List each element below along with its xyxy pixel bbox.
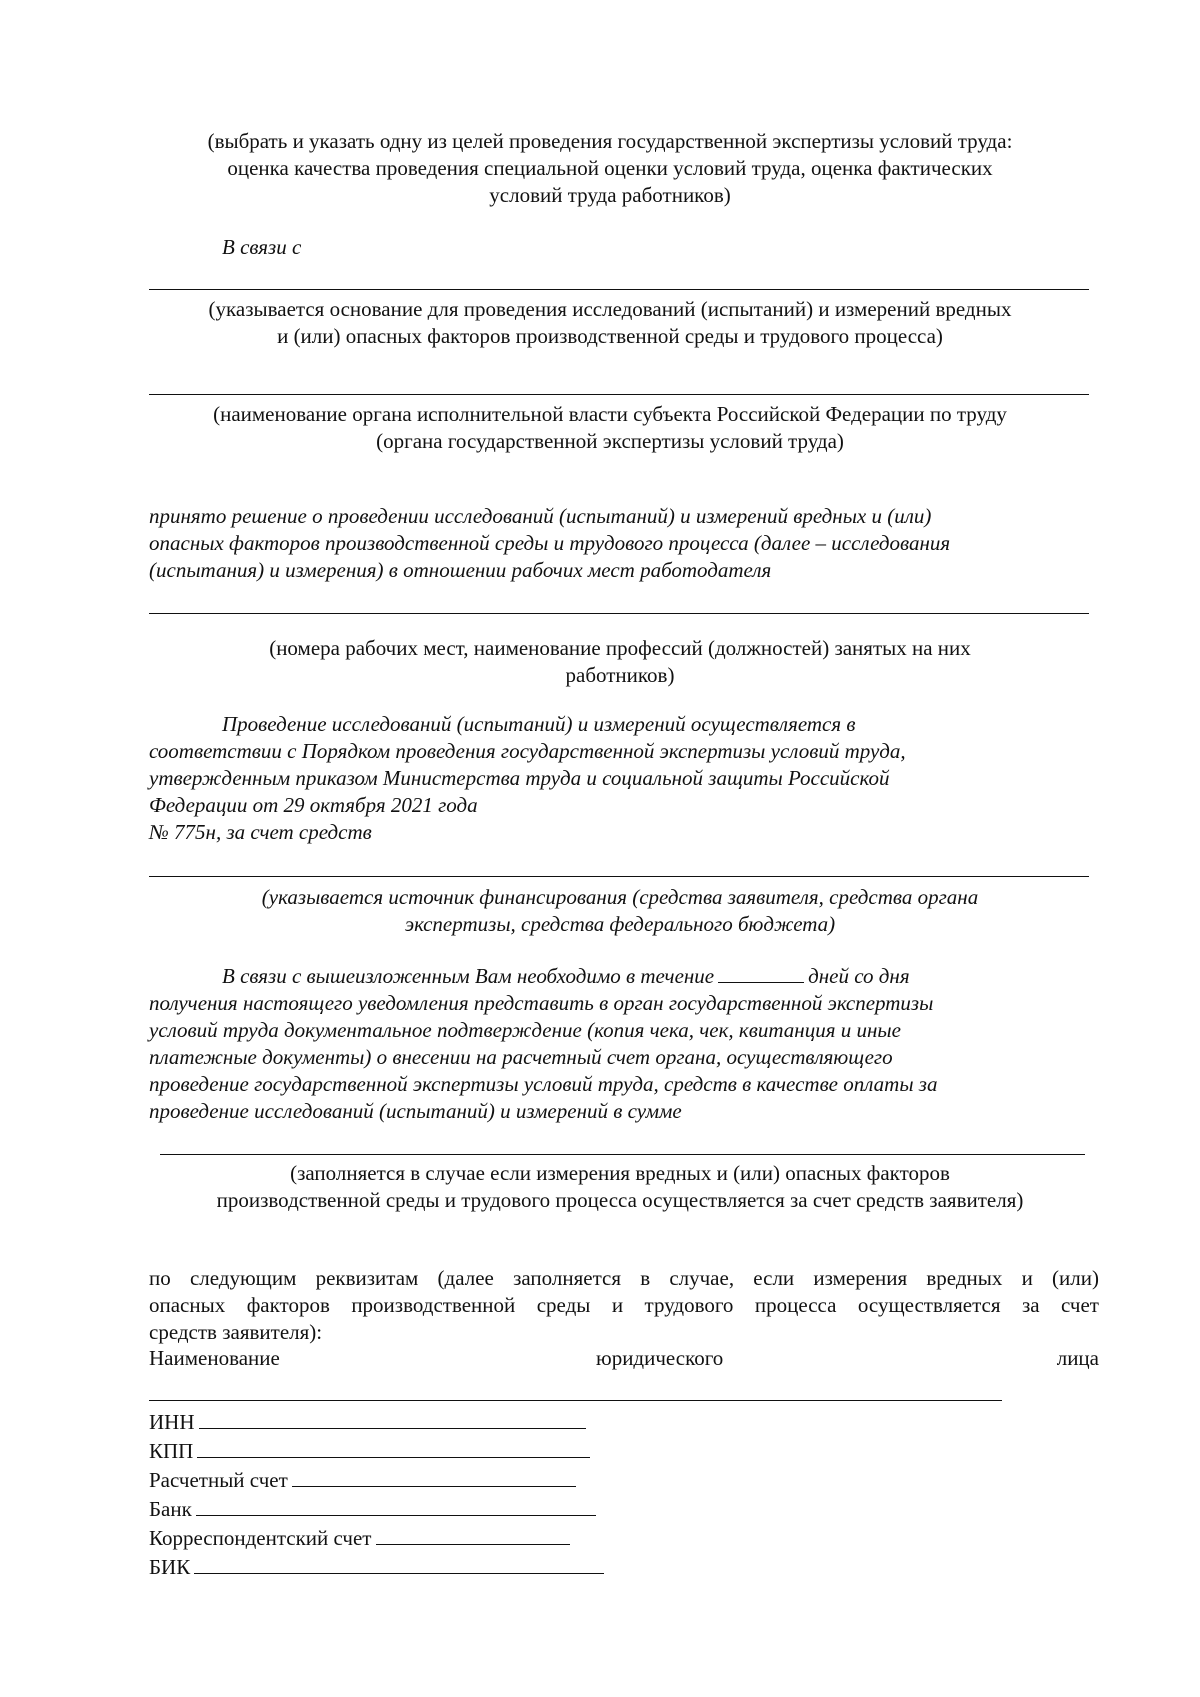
- legal-entity-word: Наименование: [149, 1346, 280, 1370]
- requisite-label: Расчетный счет: [149, 1468, 288, 1492]
- funding-fill-line[interactable]: [149, 876, 1089, 877]
- requisite-label: Банк: [149, 1497, 192, 1521]
- procedure-line: Федерации от 29 октября 2021 года: [149, 793, 478, 817]
- basis-hint-line: (указывается основание для проведения исследований (испытаний) и измерений вредных: [208, 297, 1012, 321]
- requisite-corr-account: [149, 1524, 570, 1551]
- days-fill-blank[interactable]: [718, 964, 804, 983]
- bank-fill-line[interactable]: [196, 1495, 596, 1516]
- requisite-label: Корреспондентский счет: [149, 1526, 372, 1550]
- requisite-bank: [149, 1495, 596, 1522]
- payment-paragraph: [149, 963, 938, 1125]
- payment-line: проведение государственной экспертизы условий труда, средств в качестве оплаты за: [149, 1072, 938, 1096]
- payment-line: условий труда документальное подтверждение (копия чека, чек, квитанция и иные: [149, 1018, 901, 1042]
- workplaces-hint: [150, 635, 1090, 689]
- payment-line: платежные документы) о внесении на расчетный счет органа, осуществляющего: [149, 1045, 893, 1069]
- procedure-paragraph: [149, 711, 906, 846]
- requisites-intro-line: по следующим реквизитам (далее заполняется в случае, если измерения вредных и (или): [149, 1266, 1099, 1290]
- requisite-kpp: [149, 1437, 590, 1464]
- requisites-intro-line: опасных факторов производственной среды и трудового процесса осуществляется за счет: [149, 1293, 1099, 1317]
- workplaces-hint-line: (номера рабочих мест, наименование профессий (должностей) занятых на них: [269, 636, 971, 660]
- account-fill-line[interactable]: [292, 1466, 576, 1487]
- payment-line: получения настоящего уведомления представить в орган государственной экспертизы: [149, 991, 934, 1015]
- amount-hint: [140, 1160, 1100, 1214]
- funding-hint-line: экспертизы, средства федерального бюджета): [404, 912, 836, 936]
- inn-fill-line[interactable]: [199, 1408, 586, 1429]
- basis-fill-line[interactable]: [149, 289, 1089, 290]
- decision-paragraph: [149, 503, 950, 584]
- corr-account-fill-line[interactable]: [376, 1524, 570, 1545]
- amount-hint-line: производственной среды и трудового процесса осуществляется за счет средств заявителя): [216, 1188, 1024, 1212]
- amount-fill-line[interactable]: [160, 1154, 1085, 1155]
- authority-fill-line[interactable]: [149, 394, 1089, 395]
- legal-entity-word: лица: [1056, 1346, 1099, 1370]
- legal-entity-word: юридического: [596, 1346, 724, 1370]
- requisite-label: КПП: [149, 1439, 194, 1463]
- basis-hint-line: и (или) опасных факторов производственной среды и трудового процесса): [277, 324, 943, 348]
- in-connection-label: В связи с: [222, 235, 302, 259]
- authority-hint-line: (органа государственной экспертизы условий труда): [376, 429, 844, 453]
- purpose-hint: [120, 128, 1100, 209]
- purpose-hint-line: (выбрать и указать одну из целей проведения государственной экспертизы условий труда:: [207, 129, 1013, 153]
- payment-line: проведение исследований (испытаний) и измерений в сумме: [149, 1099, 682, 1123]
- workplaces-fill-line[interactable]: [149, 613, 1089, 614]
- funding-hint: [150, 884, 1090, 938]
- bik-fill-line[interactable]: [194, 1553, 604, 1574]
- procedure-line: № 775н, за счет средств: [149, 820, 372, 844]
- decision-line: (испытания) и измерения) в отношении рабочих мест работодателя: [149, 558, 772, 582]
- requisite-bik: [149, 1553, 604, 1580]
- requisite-label: БИК: [149, 1555, 191, 1579]
- workplaces-hint-line: работников): [565, 663, 675, 687]
- requisite-label: ИНН: [149, 1410, 195, 1434]
- requisites-intro-last: средств заявителя):: [149, 1320, 323, 1344]
- authority-hint: [120, 401, 1100, 455]
- legal-entity-fill-line[interactable]: [149, 1400, 1002, 1401]
- procedure-line: утвержденным приказом Министерства труда и социальной защиты Российской: [149, 766, 890, 790]
- funding-hint-line: (указывается источник финансирования (средства заявителя, средства органа: [261, 885, 979, 909]
- purpose-hint-line: условий труда работников): [489, 183, 731, 207]
- purpose-hint-line: оценка качества проведения специальной оценки условий труда, оценка фактических: [227, 156, 993, 180]
- requisite-account: [149, 1466, 576, 1493]
- requisite-inn: [149, 1408, 586, 1435]
- decision-line: принято решение о проведении исследований (испытаний) и измерений вредных и (или): [149, 504, 932, 528]
- decision-line: опасных факторов производственной среды и трудового процесса (далее – исследования: [149, 531, 951, 555]
- procedure-line: Проведение исследований (испытаний) и измерений осуществляется в: [222, 712, 856, 736]
- amount-hint-line: (заполняется в случае если измерения вредных и (или) опасных факторов: [290, 1161, 950, 1185]
- payment-first-end: дней со дня: [808, 964, 910, 988]
- requisites-intro: [149, 1265, 1099, 1346]
- authority-hint-line: (наименование органа исполнительной власти субъекта Российской Федерации по труду: [213, 402, 1007, 426]
- kpp-fill-line[interactable]: [197, 1437, 590, 1458]
- procedure-line: соответствии с Порядком проведения государственной экспертизы условий труда,: [149, 739, 906, 763]
- basis-hint: [120, 296, 1100, 350]
- payment-first-start: В связи с вышеизложенным Вам необходимо в течение: [222, 964, 715, 988]
- payment-first-line: [149, 963, 938, 990]
